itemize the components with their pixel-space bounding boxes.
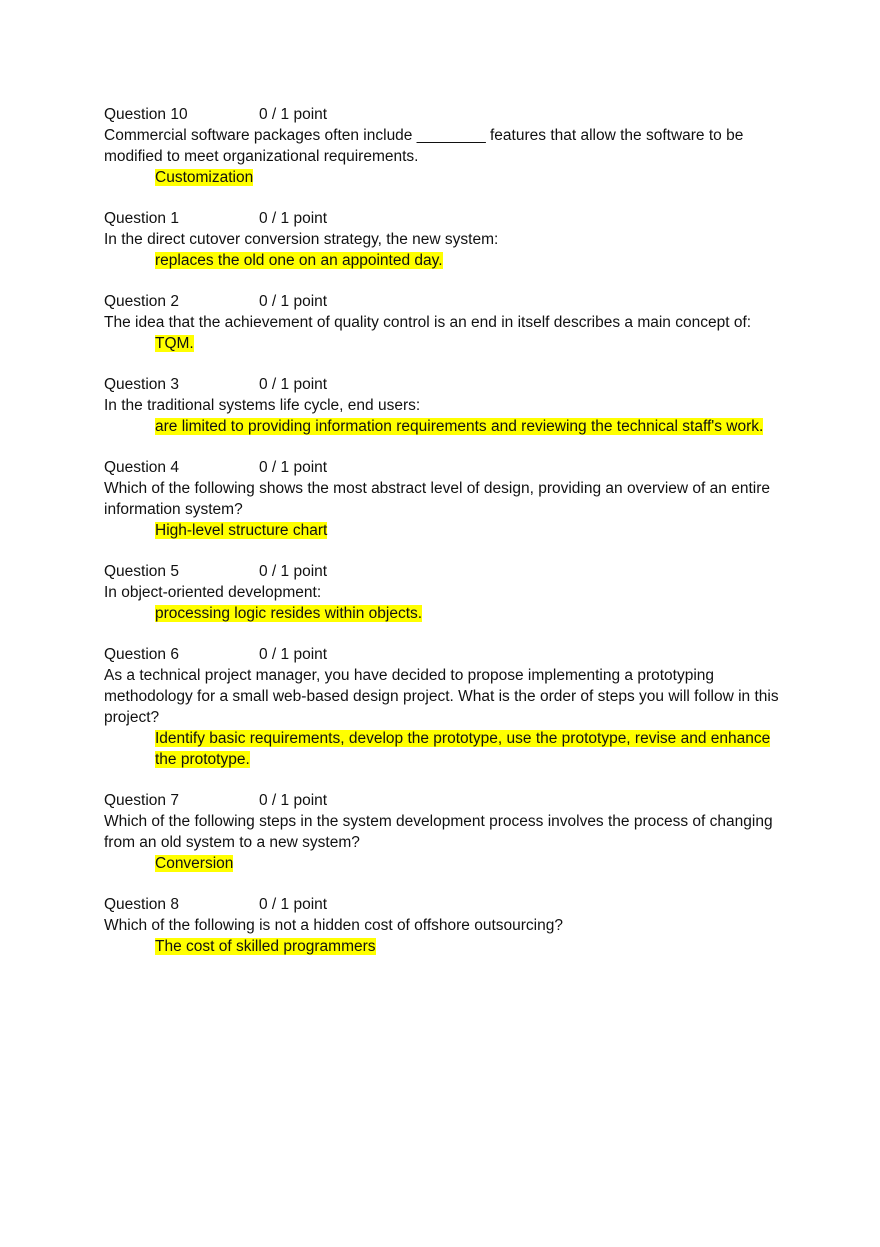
answer (155, 603, 784, 624)
question-block (104, 790, 784, 874)
answer-highlight: replaces the old one on an appointed day. (155, 252, 443, 269)
answer-highlight: are limited to providing information requirements and reviewing the technical staff's work. (155, 418, 764, 435)
question-label: Question 6 (104, 646, 179, 663)
question-block (104, 208, 784, 271)
question-block (104, 104, 784, 188)
question-score: 0 / 1 point (259, 106, 328, 123)
answer (155, 250, 784, 271)
question-label: Question 5 (104, 563, 179, 580)
answer (155, 520, 784, 541)
question-text: Which of the following steps in the system development process involves the process of changing from an old system to a new system? (104, 813, 773, 851)
question-header (104, 644, 784, 665)
question-text: Which of the following is not a hidden cost of offshore outsourcing? (104, 917, 563, 934)
answer-highlight: TQM. (155, 335, 194, 352)
question-text: In the direct cutover conversion strategy, the new system: (104, 231, 499, 248)
answer-highlight: Identify basic requirements, develop the prototype, use the prototype, revise and enhance the prototype. (155, 730, 771, 768)
document-page (104, 104, 784, 977)
answer-highlight: Customization (155, 169, 254, 186)
answer-highlight: High-level structure chart (155, 522, 328, 539)
answer-highlight: The cost of skilled programmers (155, 938, 376, 955)
answer (155, 728, 784, 770)
question-header (104, 291, 784, 312)
question-text: In the traditional systems life cycle, end users: (104, 397, 421, 414)
answer (155, 167, 784, 188)
question-label: Question 8 (104, 896, 179, 913)
question-block (104, 291, 784, 354)
question-block (104, 374, 784, 437)
answer (155, 416, 784, 437)
question-header (104, 457, 784, 478)
question-text: The idea that the achievement of quality control is an end in itself describes a main concept of: (104, 314, 752, 331)
question-block (104, 894, 784, 957)
question-score: 0 / 1 point (259, 293, 328, 310)
question-block (104, 561, 784, 624)
answer (155, 853, 784, 874)
question-block (104, 644, 784, 770)
question-score: 0 / 1 point (259, 792, 328, 809)
question-header (104, 208, 784, 229)
question-score: 0 / 1 point (259, 459, 328, 476)
question-text: In object-oriented development: (104, 584, 322, 601)
answer-highlight: processing logic resides within objects. (155, 605, 423, 622)
question-score: 0 / 1 point (259, 210, 328, 227)
question-header (104, 790, 784, 811)
answer-highlight: Conversion (155, 855, 234, 872)
question-score: 0 / 1 point (259, 563, 328, 580)
question-label: Question 3 (104, 376, 179, 393)
question-header (104, 894, 784, 915)
answer (155, 333, 784, 354)
question-header (104, 104, 784, 125)
question-label: Question 7 (104, 792, 179, 809)
question-score: 0 / 1 point (259, 376, 328, 393)
question-header (104, 374, 784, 395)
question-label: Question 2 (104, 293, 179, 310)
question-score: 0 / 1 point (259, 646, 328, 663)
question-text: As a technical project manager, you have decided to propose implementing a prototyping methodology for a small web-based design project. What is the order of steps you will follow in this project? (104, 667, 779, 726)
question-header (104, 561, 784, 582)
question-block (104, 457, 784, 541)
question-label: Question 1 (104, 210, 179, 227)
question-label: Question 10 (104, 106, 188, 123)
question-score: 0 / 1 point (259, 896, 328, 913)
question-label: Question 4 (104, 459, 179, 476)
question-text: Which of the following shows the most abstract level of design, providing an overview of an entire information system? (104, 480, 770, 518)
answer (155, 936, 784, 957)
question-text: Commercial software packages often include ________ features that allow the software to be modified to meet organizational requirements. (104, 127, 744, 165)
